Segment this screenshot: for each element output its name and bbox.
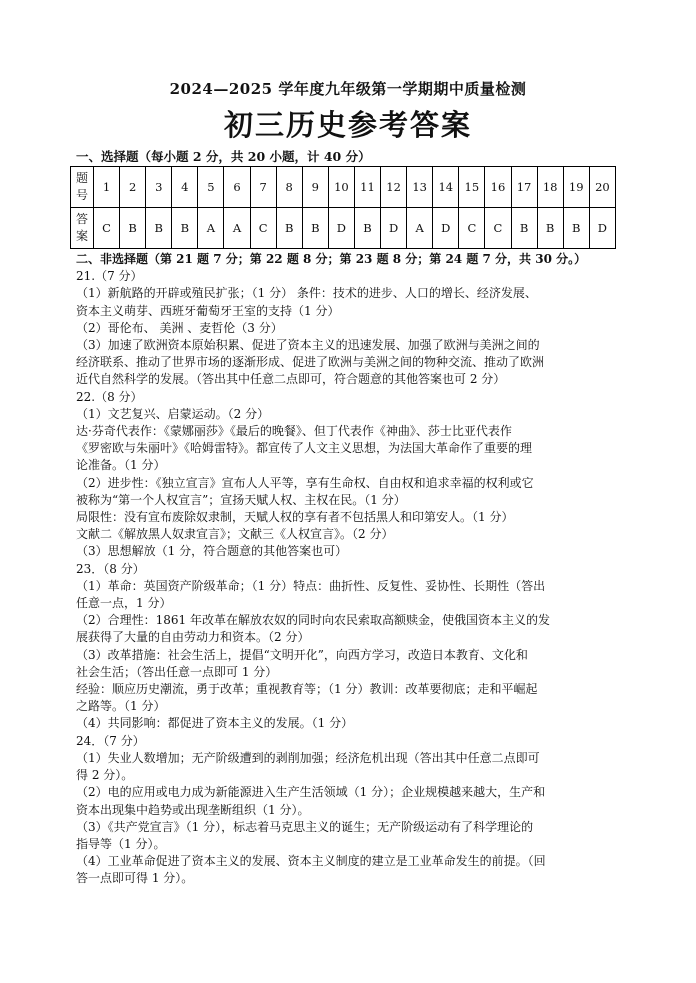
text-line: 展获得了大量的自由劳动力和资本。（2 分） <box>76 630 310 645</box>
text-line: 经验：顺应历史潮流，勇于改革；重视教育等；（1 分）教训：改革要彻底；走和平崛起 <box>76 682 538 697</box>
question-number: 10 <box>328 167 354 208</box>
answer-cell: D <box>589 208 615 249</box>
text-line: （3）《共产党宣言》（1 分），标志着马克思主义的诞生；无产阶级运动有了科学理论的 <box>76 819 534 834</box>
answer-cell: C <box>94 208 120 249</box>
question-number: 13 <box>407 167 433 208</box>
question-number: 17 <box>511 167 537 208</box>
answer-cell: D <box>381 208 407 249</box>
answer-cell: A <box>224 208 250 249</box>
answer-cell: B <box>172 208 198 249</box>
text-line: （2）电的应用或电力成为新能源进入生产生活领域（1 分）；企业规模越来越大，生产和 <box>76 785 546 800</box>
answer-cell: C <box>459 208 485 249</box>
section-1-title: 一、选择题（每小题 2 分，共 20 小题，计 40 分） <box>76 149 371 164</box>
answer-cell: B <box>354 208 380 249</box>
text-line: 答一点即可得 1 分）。 <box>76 871 194 886</box>
answer-cell: B <box>537 208 563 249</box>
question-number: 15 <box>459 167 485 208</box>
text-line: 达·芬奇代表作：《蒙娜丽莎》《最后的晚餐》、但丁代表作《神曲》、莎士比亚代表作 <box>76 424 512 439</box>
question-23-heading: 23．（8 分） <box>76 561 145 576</box>
question-number: 3 <box>146 167 172 208</box>
text-line: （3）加速了欧洲资本原始积累、促进了资本主义的迅速发展、加强了欧洲与美洲之间的 <box>76 338 540 353</box>
text-line: 社会生活；（答出任意一点即可 1 分） <box>76 664 278 679</box>
text-line: （1）失业人数增加；无产阶级遭到的剥削加强；经济危机出现（答出其中任意二点即可 <box>76 750 540 765</box>
text-line: 文献二《解放黑人奴隶宣言》；文献三《人权宣言》。（2 分） <box>76 527 394 542</box>
question-number: 6 <box>224 167 250 208</box>
text-line: 经济联系、推动了世界市场的逐渐形成、促进了欧洲与美洲之间的物种交流、推动了欧洲 <box>76 355 545 370</box>
text-line: （3）改革措施：社会生活上，提倡“文明开化”，向西方学习，改造日本教育、文化和 <box>76 647 528 662</box>
text-line: 局限性：没有宣布废除奴隶制，天赋人权的享有者不包括黑人和印第安人。（1 分） <box>76 510 514 525</box>
answer-cell: B <box>146 208 172 249</box>
answer-cell: C <box>485 208 511 249</box>
question-number: 12 <box>381 167 407 208</box>
answer-text-body <box>76 251 624 888</box>
answer-cell: D <box>433 208 459 249</box>
text-line: 任意一点，1 分） <box>76 596 172 611</box>
question-number: 14 <box>433 167 459 208</box>
answer-row <box>71 208 616 249</box>
text-line: 得 2 分）。 <box>76 768 134 783</box>
text-line: 近代自然科学的发展。（答出其中任意二点即可，符合题意的其他答案也可 2 分） <box>76 372 506 387</box>
question-number: 20 <box>589 167 615 208</box>
text-line: （4）工业革命促进了资本主义的发展、资本主义制度的建立是工业革命发生的前提。（回 <box>76 854 546 869</box>
question-number: 18 <box>537 167 563 208</box>
text-line: 之路等。（1 分） <box>76 699 166 714</box>
text-line: （3）思想解放（1 分，符合题意的其他答案也可） <box>76 544 348 559</box>
row-label-answer: 答案 <box>71 208 94 249</box>
text-line: 指导等（1 分）。 <box>76 836 166 851</box>
answer-cell: D <box>328 208 354 249</box>
question-21-heading: 21.（7 分） <box>76 269 143 284</box>
text-line: （2）进步性：《独立宣言》宣布人人平等，享有生命权、自由权和追求幸福的权利或它 <box>76 475 534 490</box>
question-number: 5 <box>198 167 224 208</box>
text-line: 被称为“第一个人权宣言”；宣扬天赋人权、主权在民。（1 分） <box>76 492 406 507</box>
question-number: 2 <box>120 167 146 208</box>
question-number: 8 <box>276 167 302 208</box>
text-line: 论准备。（1 分） <box>76 458 166 473</box>
document-title: 初三历史参考答案 <box>223 108 472 142</box>
answer-cell: B <box>120 208 146 249</box>
exam-header: 2024—2025 学年度九年级第一学期期中质量检测 <box>169 80 527 98</box>
answer-cell: A <box>198 208 224 249</box>
text-line: （2）哥伦布、 美洲 、麦哲伦（3 分） <box>76 320 283 335</box>
text-line: （1）新航路的开辟或殖民扩张；（1 分） 条件：技术的进步、人口的增长、经济发展、 <box>76 286 537 301</box>
question-number: 7 <box>250 167 276 208</box>
question-number: 16 <box>485 167 511 208</box>
row-label-number: 题号 <box>71 167 94 208</box>
question-number: 4 <box>172 167 198 208</box>
text-line: 资本出现集中趋势或出现垄断组织（1 分）。 <box>76 802 310 817</box>
answer-cell: B <box>511 208 537 249</box>
question-number-row <box>71 167 616 208</box>
text-line: （1）革命：英国资产阶级革命；（1 分）特点：曲折性、反复性、妥协性、长期性（答出 <box>76 578 546 593</box>
text-line: （4）共同影响：都促进了资本主义的发展。（1 分） <box>76 716 354 731</box>
text-line: （1）文艺复兴、启蒙运动。（2 分） <box>76 406 270 421</box>
answer-table <box>70 166 616 249</box>
question-22-heading: 22.（8 分） <box>76 389 143 404</box>
question-number: 9 <box>302 167 328 208</box>
answer-cell: A <box>407 208 433 249</box>
question-24-heading: 24．（7 分） <box>76 733 145 748</box>
question-number: 11 <box>354 167 380 208</box>
answer-cell: B <box>276 208 302 249</box>
text-line: （2）合理性：1861 年改革在解放农奴的同时向农民索取高额赎金，使俄国资本主义的发 <box>76 613 550 628</box>
question-number: 19 <box>563 167 589 208</box>
question-number: 1 <box>94 167 120 208</box>
section-2-title: 二、非选择题（第 21 题 7 分；第 22 题 8 分；第 23 题 8 分；第 24 题 7 分，共 30 分。） <box>76 252 587 266</box>
answer-cell: B <box>563 208 589 249</box>
text-line: 《罗密欧与朱丽叶》《哈姆雷特》。都宣传了人文主义思想，为法国大革命作了重要的理 <box>76 441 533 456</box>
answer-cell: B <box>302 208 328 249</box>
text-line: 资本主义萌芽、西班牙葡萄牙王室的支持（1 分） <box>76 303 340 318</box>
answer-cell: C <box>250 208 276 249</box>
